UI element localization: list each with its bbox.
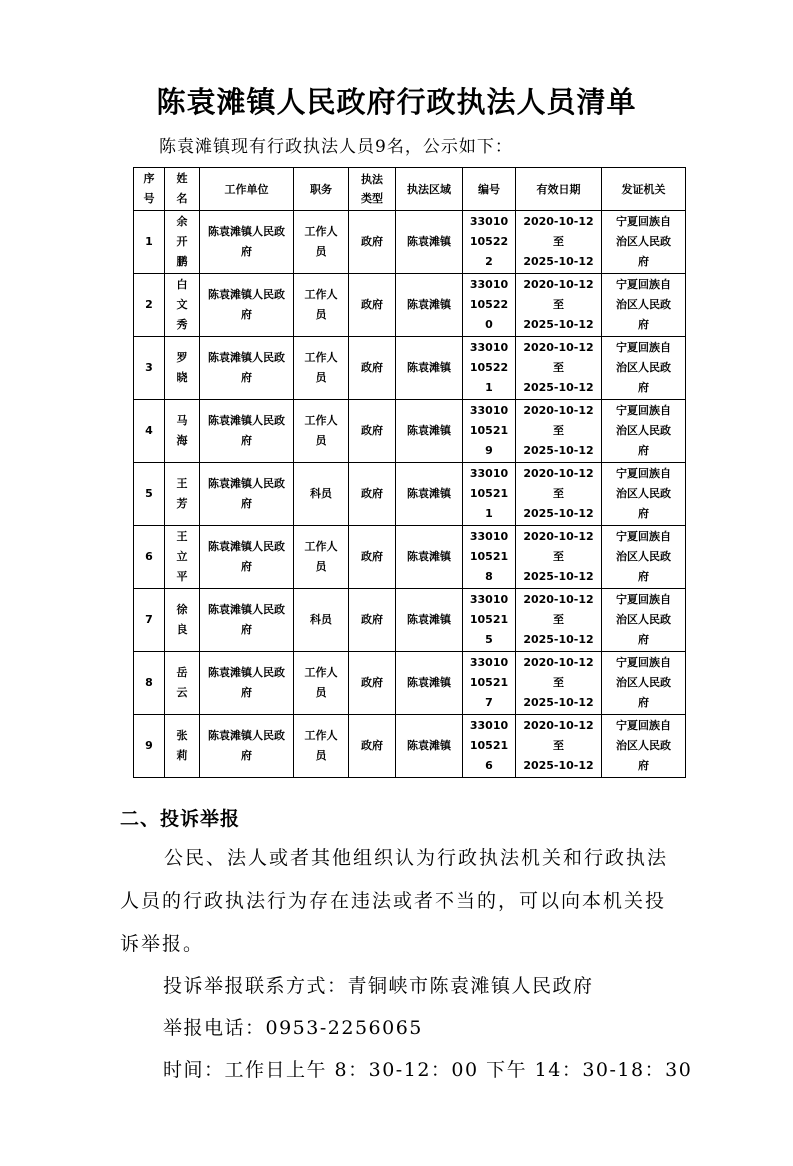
cell-unit: 陈袁滩镇人民政府 <box>200 337 294 400</box>
cell-role: 工作人员 <box>294 715 349 778</box>
cell-number: 33010105220 <box>463 274 516 337</box>
cell-type: 政府 <box>349 400 396 463</box>
cell-valid-date: 2020-10-12 至 2025-10-12 <box>516 589 602 652</box>
table-row <box>134 274 686 337</box>
cell-type: 政府 <box>349 715 396 778</box>
cell-type: 政府 <box>349 274 396 337</box>
cell-unit: 陈袁滩镇人民政府 <box>200 463 294 526</box>
cell-area: 陈袁滩镇 <box>396 463 463 526</box>
cell-area: 陈袁滩镇 <box>396 526 463 589</box>
complaint-phone: 举报电话：0953-2256065 <box>163 1017 423 1039</box>
document-title: 陈袁滩镇人民政府行政执法人员清单 <box>156 85 637 119</box>
cell-unit: 陈袁滩镇人民政府 <box>200 274 294 337</box>
complaint-paragraph <box>120 837 682 966</box>
intro-text: 陈袁滩镇现有行政执法人员9名，公示如下： <box>159 137 513 157</box>
cell-name: 白文秀 <box>165 274 200 337</box>
cell-unit: 陈袁滩镇人民政府 <box>200 526 294 589</box>
cell-number: 33010105216 <box>463 715 516 778</box>
cell-number: 33010105215 <box>463 589 516 652</box>
header-name: 姓名 <box>165 168 200 211</box>
cell-area: 陈袁滩镇 <box>396 652 463 715</box>
cell-role: 工作人员 <box>294 400 349 463</box>
cell-role: 工作人员 <box>294 274 349 337</box>
cell-name: 岳云 <box>165 652 200 715</box>
cell-seq: 7 <box>134 589 165 652</box>
cell-number: 33010105218 <box>463 526 516 589</box>
cell-unit: 陈袁滩镇人民政府 <box>200 589 294 652</box>
cell-seq: 5 <box>134 463 165 526</box>
table-row <box>134 526 686 589</box>
cell-unit: 陈袁滩镇人民政府 <box>200 211 294 274</box>
header-type: 执法类型 <box>349 168 396 211</box>
cell-role: 科员 <box>294 589 349 652</box>
cell-valid-date: 2020-10-12 至 2025-10-12 <box>516 652 602 715</box>
cell-name: 罗晓 <box>165 337 200 400</box>
cell-issuer: 宁夏回族自治区人民政府 <box>602 526 686 589</box>
cell-valid-date: 2020-10-12 至 2025-10-12 <box>516 211 602 274</box>
table-row <box>134 652 686 715</box>
cell-area: 陈袁滩镇 <box>396 589 463 652</box>
cell-role: 科员 <box>294 463 349 526</box>
cell-seq: 4 <box>134 400 165 463</box>
cell-issuer: 宁夏回族自治区人民政府 <box>602 715 686 778</box>
cell-type: 政府 <box>349 337 396 400</box>
table-row <box>134 715 686 778</box>
cell-type: 政府 <box>349 463 396 526</box>
cell-role: 工作人员 <box>294 526 349 589</box>
cell-valid-date: 2020-10-12 至 2025-10-12 <box>516 400 602 463</box>
header-issuer: 发证机关 <box>602 168 686 211</box>
cell-role: 工作人员 <box>294 337 349 400</box>
complaint-hours: 时间：工作日上午 8：30-12：00 下午 14：30-18：30 <box>163 1059 693 1081</box>
header-role: 职务 <box>294 168 349 211</box>
cell-issuer: 宁夏回族自治区人民政府 <box>602 337 686 400</box>
cell-number: 33010105219 <box>463 400 516 463</box>
cell-valid-date: 2020-10-12 至 2025-10-12 <box>516 526 602 589</box>
cell-unit: 陈袁滩镇人民政府 <box>200 652 294 715</box>
cell-type: 政府 <box>349 211 396 274</box>
table-header-row <box>134 168 686 211</box>
header-seq: 序号 <box>134 168 165 211</box>
cell-type: 政府 <box>349 589 396 652</box>
header-number: 编号 <box>463 168 516 211</box>
table-row <box>134 589 686 652</box>
header-unit: 工作单位 <box>200 168 294 211</box>
header-valid-date: 有效日期 <box>516 168 602 211</box>
cell-name: 张莉 <box>165 715 200 778</box>
cell-unit: 陈袁滩镇人民政府 <box>200 400 294 463</box>
cell-issuer: 宁夏回族自治区人民政府 <box>602 211 686 274</box>
cell-issuer: 宁夏回族自治区人民政府 <box>602 589 686 652</box>
cell-area: 陈袁滩镇 <box>396 715 463 778</box>
cell-seq: 6 <box>134 526 165 589</box>
cell-seq: 2 <box>134 274 165 337</box>
cell-name: 余开鹏 <box>165 211 200 274</box>
cell-issuer: 宁夏回族自治区人民政府 <box>602 274 686 337</box>
cell-seq: 9 <box>134 715 165 778</box>
cell-type: 政府 <box>349 526 396 589</box>
complaint-paragraph-text: 公民、法人或者其他组织认为行政执法机关和行政执法人员的行政执法行为存在违法或者不当的，可以向本机关投诉举报。 <box>120 847 669 955</box>
cell-seq: 1 <box>134 211 165 274</box>
cell-number: 33010105211 <box>463 463 516 526</box>
cell-name: 王立平 <box>165 526 200 589</box>
table-row <box>134 400 686 463</box>
cell-valid-date: 2020-10-12 至 2025-10-12 <box>516 337 602 400</box>
cell-type: 政府 <box>349 652 396 715</box>
cell-valid-date: 2020-10-12 至 2025-10-12 <box>516 274 602 337</box>
header-area: 执法区域 <box>396 168 463 211</box>
cell-number: 33010105222 <box>463 211 516 274</box>
cell-area: 陈袁滩镇 <box>396 400 463 463</box>
cell-seq: 3 <box>134 337 165 400</box>
cell-issuer: 宁夏回族自治区人民政府 <box>602 652 686 715</box>
cell-number: 33010105217 <box>463 652 516 715</box>
cell-role: 工作人员 <box>294 652 349 715</box>
cell-role: 工作人员 <box>294 211 349 274</box>
table-row <box>134 211 686 274</box>
cell-name: 马海 <box>165 400 200 463</box>
cell-area: 陈袁滩镇 <box>396 211 463 274</box>
cell-name: 徐良 <box>165 589 200 652</box>
cell-seq: 8 <box>134 652 165 715</box>
cell-name: 王芳 <box>165 463 200 526</box>
cell-issuer: 宁夏回族自治区人民政府 <box>602 463 686 526</box>
cell-number: 33010105221 <box>463 337 516 400</box>
cell-unit: 陈袁滩镇人民政府 <box>200 715 294 778</box>
complaint-contact: 投诉举报联系方式：青铜峡市陈袁滩镇人民政府 <box>163 975 594 997</box>
cell-area: 陈袁滩镇 <box>396 337 463 400</box>
complaint-heading: 二、投诉举报 <box>120 808 241 830</box>
cell-valid-date: 2020-10-12 至 2025-10-12 <box>516 715 602 778</box>
table-row <box>134 463 686 526</box>
table-row <box>134 337 686 400</box>
cell-area: 陈袁滩镇 <box>396 274 463 337</box>
cell-valid-date: 2020-10-12 至 2025-10-12 <box>516 463 602 526</box>
enforcement-personnel-table <box>133 167 686 778</box>
cell-issuer: 宁夏回族自治区人民政府 <box>602 400 686 463</box>
